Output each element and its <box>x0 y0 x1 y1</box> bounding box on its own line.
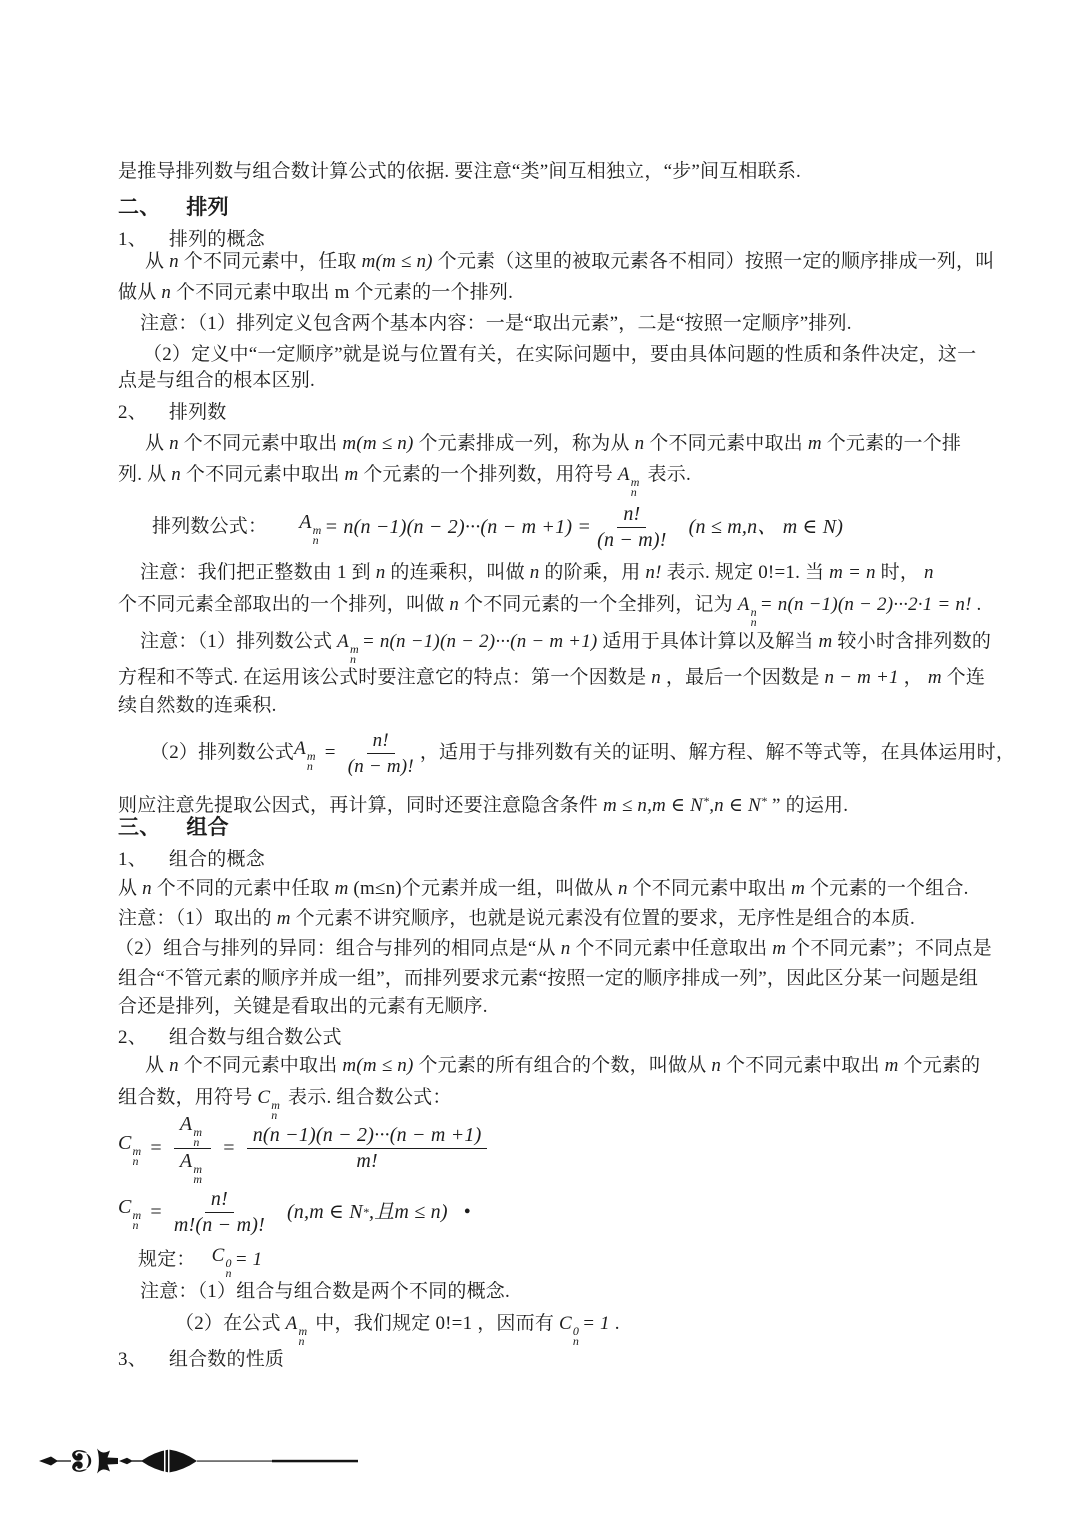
superscript: m <box>132 1144 142 1158</box>
math-base: A <box>617 464 630 485</box>
text-run: 的连乘积，叫做 <box>385 562 530 583</box>
superscript: n <box>750 605 757 619</box>
formula-C-n-0 <box>559 1313 582 1348</box>
section-number: 三、 <box>118 815 161 839</box>
equals-sign: = <box>150 1137 162 1159</box>
supsub <box>133 1146 142 1166</box>
section-number: 二、 <box>118 195 161 219</box>
text-run: 注意：（1）组合与组合数是两个不同的概念. <box>140 1281 510 1302</box>
math-base: A <box>179 1149 193 1172</box>
text-run: 个不同元素”；不同点是 <box>786 938 992 959</box>
math-expr: m(m ≤ n) <box>342 433 414 454</box>
paragraph-line <box>140 1279 510 1305</box>
text-run: 时， <box>875 562 924 583</box>
text-run: 个不同元素全部取出的一个排列，叫做 <box>118 594 450 615</box>
math-expr: m(m ≤ n) <box>342 1055 414 1076</box>
text-run: 组合“不管元素的顺序并成一组”，而排列要求元素“按照一定的顺序排成一列”，因此区分某一问题是组 <box>118 968 979 989</box>
text-run: 从 <box>145 433 170 454</box>
math-expr: ,n ∈ N <box>709 795 761 816</box>
paragraph-line <box>143 342 976 368</box>
supsub <box>193 1124 203 1149</box>
text-run: 规定： <box>138 1249 196 1270</box>
math-expr: n − m +1 <box>824 667 899 688</box>
paragraph-line <box>140 311 852 337</box>
text-run: 个元素的一个排列数，用符号 <box>358 464 618 485</box>
superscript: m <box>193 1161 203 1176</box>
text-run: 点是与组合的根本区别. <box>118 370 315 391</box>
text-run: 注意：我们把正整数由 1 到 <box>140 562 376 583</box>
paragraph-line <box>140 629 991 664</box>
formula-A-n-m <box>294 736 319 771</box>
item-number: 1、 <box>118 229 147 250</box>
superscript-star: * <box>703 794 710 808</box>
text-run: 列. 从 <box>118 464 172 485</box>
section-title: 组合 <box>186 815 229 839</box>
paragraph-line <box>145 1053 980 1079</box>
subscript: n <box>132 1154 139 1168</box>
text-run: 是推导排列数与组合数计算公式的依据. 要注意“类”间互相独立，“步”间互相联系. <box>118 161 801 182</box>
text-run: 较小时含排列数的 <box>832 631 992 652</box>
paragraph-line <box>118 462 691 497</box>
math-base: A <box>294 737 306 759</box>
paragraph-line <box>118 280 513 306</box>
math-var: m <box>276 908 291 929</box>
text-run: 个元素的一个排 <box>821 433 962 454</box>
divider-ornament-icon <box>38 1438 358 1484</box>
math-fraction <box>174 1188 265 1237</box>
math-var: m <box>807 433 822 454</box>
item-number: 2、 <box>118 1027 147 1048</box>
text-run: 个不同元素中任意取出 <box>570 938 773 959</box>
text-run: (m≤n)个元素并成一组，叫做从 <box>348 878 618 899</box>
math-condition: (n,m ∈ N <box>286 1201 363 1223</box>
math-var: n <box>142 878 152 899</box>
text-run: 个不同元素的一个全排列，记为 <box>459 594 738 615</box>
formula-C-n-m <box>118 1194 144 1230</box>
text-run: 合还是排列，关键是看取出的元素有无顺序. <box>118 996 488 1017</box>
formula-A-n-m <box>299 509 324 545</box>
paragraph-line <box>118 994 488 1020</box>
text-run: 表示. 组合数公式： <box>283 1087 452 1108</box>
item-title: 排列数 <box>168 402 227 423</box>
text-run: ，最后一个因数是 <box>660 667 825 688</box>
math-expr: = n(n −1)(n − 2)···2·1 = n! <box>759 594 972 615</box>
formula-combination-2 <box>118 1181 471 1243</box>
text-run: . <box>609 1313 620 1334</box>
formula-C-n-0 <box>212 1243 235 1278</box>
math-base: A <box>337 631 349 652</box>
supsub <box>306 748 316 773</box>
supsub <box>350 644 359 664</box>
text-run: （2）定义中“一定顺序”就是说与位置有关，在实际问题中，要由具体问题的性质和条件决定，这一 <box>143 344 977 365</box>
superscript: m <box>630 475 640 489</box>
math-var: m <box>818 631 833 652</box>
supsub <box>298 1326 307 1346</box>
math-var: m <box>344 464 359 485</box>
item-number: 2、 <box>118 402 147 423</box>
text-run: 方程和不等式. 在运用该公式时要注意它的特点：第一个因数是 <box>118 667 652 688</box>
text-run: 注意：（1）排列定义包含两个基本内容：一是“取出元素”，二是“按照一定顺序”排列. <box>140 313 852 334</box>
math-expr: m ≤ n,m ∈ N <box>602 795 704 816</box>
math-expr: = n(n −1)(n − 2)···(n − m +1) <box>361 631 598 652</box>
math-base: A <box>285 1313 298 1334</box>
item-number: 1、 <box>118 849 147 870</box>
subscript: n <box>349 652 357 666</box>
math-var: n <box>923 562 934 583</box>
text-run: 从 <box>145 251 170 272</box>
text-run: 从 <box>145 1055 170 1076</box>
item-permutation-number <box>118 400 227 426</box>
fraction-denominator <box>180 1149 205 1184</box>
text-run: 注意：（1）取出的 <box>118 908 277 929</box>
text-run: （2）组合与排列的异同：组合与排列的相同点是“从 <box>115 938 561 959</box>
text-run: 个不同元素中取出 <box>721 1055 885 1076</box>
math-expr: = n(n −1)(n − 2)···(n − m +1) = <box>324 516 592 538</box>
math-fraction <box>247 1124 488 1173</box>
text-run: 个元素排成一列，称为从 <box>413 433 635 454</box>
text-run: 个连 <box>941 667 986 688</box>
math-fraction <box>348 729 414 778</box>
paragraph-line <box>118 368 315 394</box>
superscript: m <box>349 642 359 656</box>
text-run: 个元素的一个组合. <box>805 878 969 899</box>
math-condition: (n ≤ m,n、 m ∈ N) <box>688 516 844 538</box>
superscript-star: * <box>760 794 768 808</box>
bullet-mark: • <box>463 1201 471 1223</box>
text-run: 个不同元素中取出 <box>178 433 343 454</box>
item-title: 组合的概念 <box>168 849 265 870</box>
subscript: n <box>298 1334 305 1348</box>
equals-sign: = <box>223 1137 235 1159</box>
item-combination-properties <box>118 1347 284 1373</box>
formula-C-n-m <box>257 1087 283 1122</box>
subscript: n <box>193 1134 200 1149</box>
math-var: m <box>884 1055 899 1076</box>
math-var: n <box>169 251 179 272</box>
equals-sign: = <box>324 742 336 763</box>
paragraph-line <box>175 1311 620 1346</box>
rule-line <box>138 1244 263 1280</box>
text-run: 续自然数的连乘积. <box>118 695 277 716</box>
fraction-denominator: m!(n − m)! <box>173 1213 265 1236</box>
formula-permutation-display <box>152 497 843 557</box>
text-run: 个不同的元素中任取 <box>151 878 335 899</box>
supsub <box>631 477 640 497</box>
superscript: 0 <box>572 1324 580 1338</box>
math-var: n <box>560 938 571 959</box>
math-var: n <box>711 1055 722 1076</box>
math-base: C <box>257 1087 271 1108</box>
text-run: 中，我们规定 0!=1 ，因而有 <box>310 1313 559 1334</box>
text-run: 个不同元素中取出 <box>644 433 808 454</box>
section-title: 排列 <box>186 195 229 219</box>
superscript: m <box>271 1098 281 1112</box>
math-var: n <box>529 562 540 583</box>
math-var: m <box>334 878 349 899</box>
fraction-numerator: n! <box>617 503 646 528</box>
math-var: m <box>772 938 787 959</box>
superscript: m <box>132 1208 142 1222</box>
superscript: 0 <box>225 1255 232 1270</box>
text-run: 的阶乘，用 <box>539 562 646 583</box>
formula-A-n-m <box>285 1313 311 1348</box>
math-fraction <box>174 1113 211 1184</box>
paragraph-line <box>145 249 994 275</box>
math-expr: m(m ≤ n) <box>361 251 433 272</box>
text-run: 从 <box>118 878 143 899</box>
formula-permutation-fraction-line <box>150 727 1015 779</box>
formula-combination-1 <box>118 1112 493 1186</box>
subscript: n <box>225 1265 232 1280</box>
text-run: 个不同元素中，任取 <box>178 251 362 272</box>
item-title: 排列的概念 <box>168 229 265 250</box>
superscript: m <box>193 1124 203 1139</box>
paragraph-line <box>118 966 978 992</box>
subscript: n <box>271 1108 278 1122</box>
fraction-denominator: (n − m)! <box>347 755 414 777</box>
text-run: 个不同元素中取出 m 个元素的一个排列. <box>171 282 514 303</box>
formula-A-n-m <box>617 464 643 499</box>
math-base: C <box>118 1132 132 1154</box>
fraction-numerator: n! <box>205 1188 234 1213</box>
text-run: 组合数，用符号 <box>118 1087 258 1108</box>
math-base: A <box>299 511 312 533</box>
math-expr: m = n <box>829 562 876 583</box>
text-run: 个元素的所有组合的个数，叫做从 <box>413 1055 712 1076</box>
subscript: n <box>572 1334 580 1348</box>
superscript: m <box>312 523 322 537</box>
superscript-star: * <box>362 1205 369 1219</box>
text-run: 注意：（1）排列数公式 <box>140 631 338 652</box>
math-var: m <box>791 878 806 899</box>
math-expr: = 1 <box>582 1313 610 1334</box>
text-run: （2）排列数公式 <box>150 742 295 763</box>
section-heading-permutation <box>118 194 229 220</box>
math-var: n <box>161 282 172 303</box>
math-fraction <box>597 503 667 552</box>
supsub <box>751 607 757 627</box>
supsub <box>573 1326 579 1346</box>
section-heading-combination <box>118 814 229 840</box>
text-run: 个不同元素中取出 <box>627 878 792 899</box>
formula-label: 排列数公式： <box>152 516 268 537</box>
math-var: n <box>651 667 661 688</box>
equals-sign: = <box>150 1201 162 1223</box>
text-run: ” 的运用. <box>767 795 849 816</box>
math-base: C <box>118 1196 132 1218</box>
text-run: 适用于具体计算以及解当 <box>597 631 819 652</box>
subscript: n <box>306 758 314 773</box>
text-run: ，适用于与排列数有关的证明、解方程、解不等式等，在具体运用时， <box>419 742 1016 763</box>
supsub <box>225 1255 232 1280</box>
item-combination-concept <box>118 847 265 873</box>
fraction-denominator: (n − m)! <box>597 528 667 551</box>
text-run: 个不同元素中取出 <box>180 464 345 485</box>
subscript: n <box>630 485 637 499</box>
math-var: n <box>171 464 181 485</box>
item-combination-formula <box>118 1025 342 1051</box>
supsub <box>313 525 322 545</box>
math-base: C <box>211 1244 225 1266</box>
item-number: 3、 <box>118 1349 147 1370</box>
fraction-numerator <box>174 1113 211 1149</box>
formula-A-n-m <box>337 631 362 666</box>
paragraph-line <box>118 665 985 691</box>
text-run: ， <box>898 667 928 688</box>
math-expr: = 1 <box>234 1249 263 1270</box>
formula-C-n-m <box>118 1130 144 1166</box>
math-var: n <box>449 594 460 615</box>
math-base: A <box>179 1112 193 1135</box>
text-run: 个不同元素中取出 <box>178 1055 343 1076</box>
text-run: 表示. <box>642 464 691 485</box>
text-run: 个元素不讲究顺序，也就是说元素没有位置的要求，无序性是组合的本质. <box>290 908 915 929</box>
text-run: 个元素的 <box>898 1055 981 1076</box>
text-run: 个元素（这里的被取元素各不相同）按照一定的顺序排成一列，叫 <box>432 251 995 272</box>
text-run: 做从 <box>118 282 162 303</box>
paragraph-line <box>118 693 277 719</box>
paragraph-line <box>145 431 961 457</box>
fraction-denominator: m! <box>356 1149 378 1172</box>
superscript: m <box>306 748 316 763</box>
subscript: n <box>312 533 319 547</box>
math-expr: n! <box>645 562 662 583</box>
paragraph-line <box>115 936 992 962</box>
item-title: 组合数的性质 <box>168 1349 285 1370</box>
paragraph-line <box>140 560 934 586</box>
item-title: 组合数与组合数公式 <box>168 1027 342 1048</box>
fraction-numerator: n(n −1)(n − 2)···(n − m +1) <box>247 1124 488 1149</box>
text-run: （2）在公式 <box>175 1313 286 1334</box>
intro-line <box>118 159 801 185</box>
subscript: n <box>132 1218 139 1232</box>
math-var: n <box>375 562 386 583</box>
paragraph-line <box>118 876 969 902</box>
math-var: n <box>634 433 645 454</box>
math-var: n <box>169 433 179 454</box>
paragraph-line <box>118 592 982 627</box>
superscript: m <box>298 1324 308 1338</box>
math-condition: ,且m ≤ n) <box>369 1201 448 1223</box>
math-var: n <box>617 878 628 899</box>
text-run: . <box>971 594 982 615</box>
math-var: m <box>927 667 942 688</box>
fraction-numerator: n! <box>367 729 395 754</box>
supsub <box>133 1210 142 1230</box>
paragraph-line <box>118 906 915 932</box>
subscript: m <box>193 1171 203 1186</box>
math-base: A <box>737 594 750 615</box>
math-var: n <box>169 1055 179 1076</box>
subscript: n <box>750 615 757 629</box>
formula-A-n-n <box>737 594 760 629</box>
math-base: C <box>559 1313 572 1334</box>
text-run: 表示. 规定 0!=1. 当 <box>661 562 830 583</box>
text-run: 则应注意先提取公因式，再计算，同时还要注意隐含条件 <box>118 795 603 816</box>
